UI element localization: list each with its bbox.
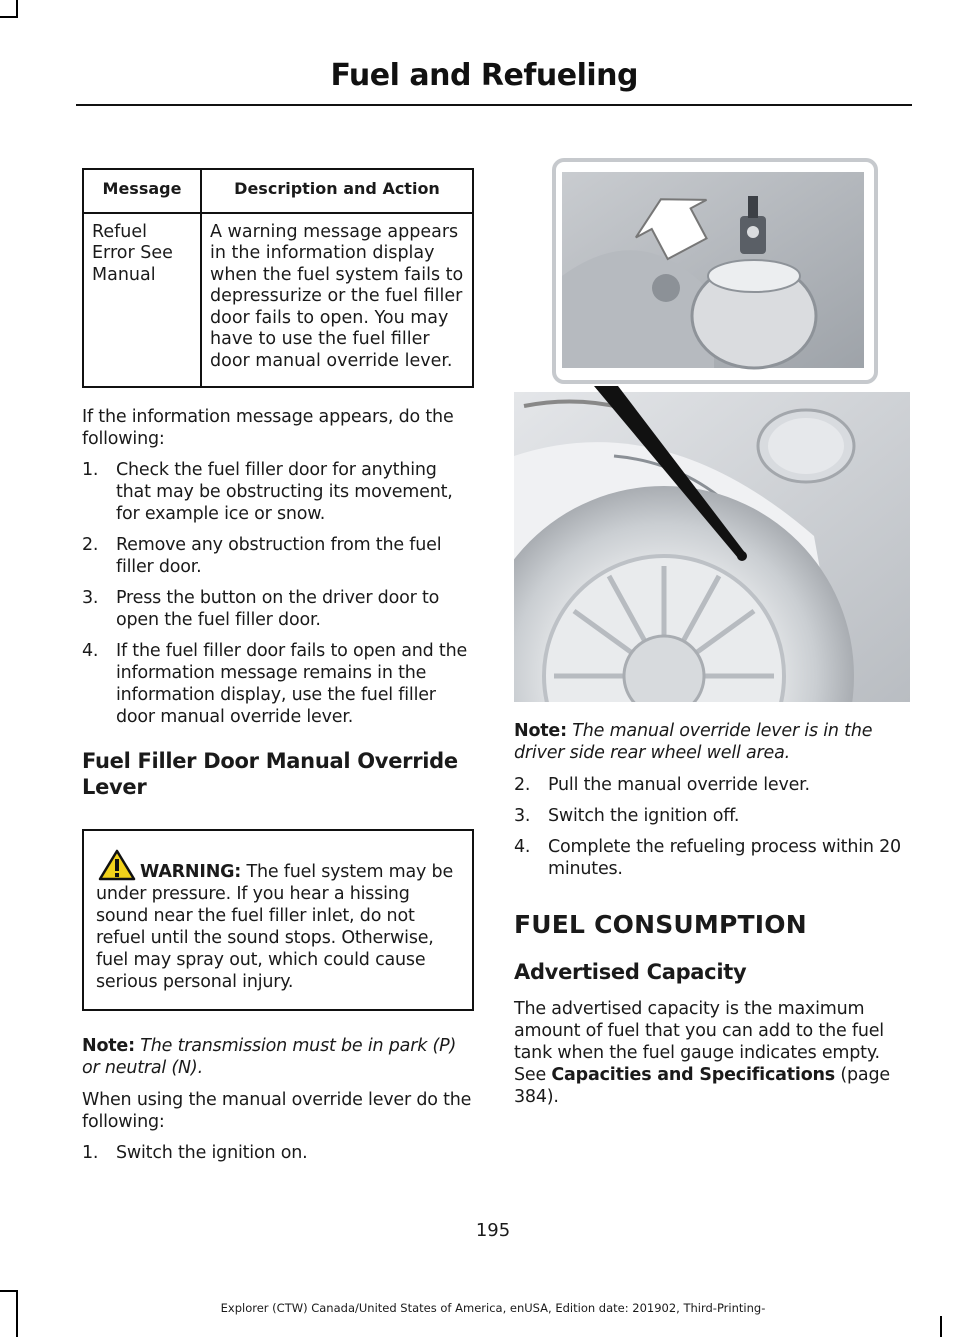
note-label: Note: — [514, 721, 567, 741]
step-number: 3. — [82, 588, 99, 608]
section-heading: Advertised Capacity — [514, 960, 747, 984]
table-cell: Refuel Error See Manual — [83, 213, 201, 388]
page-reference: (page 384). — [514, 1065, 890, 1107]
intro-paragraph: If the information message appears, do the following: — [82, 407, 454, 449]
crop-mark — [0, 16, 18, 18]
warning-paragraph — [96, 849, 460, 993]
step-text: Check the fuel filler door for anything that may be obstructing its movement, for example ice or snow. — [116, 460, 453, 524]
step-text: Switch the ignition on. — [116, 1143, 308, 1163]
note-paragraph — [514, 720, 910, 764]
note-label: Note: — [82, 1036, 135, 1056]
table-row — [83, 213, 473, 388]
list-item — [514, 805, 910, 827]
step-text: If the fuel filler door fails to open and the information message remains in the information display, use the fuel filler door manual override lever. — [116, 641, 468, 727]
crop-mark — [940, 1316, 942, 1337]
note-paragraph — [82, 1035, 474, 1079]
list-item — [82, 534, 474, 578]
header-divider — [76, 104, 912, 106]
crop-mark — [0, 1290, 18, 1292]
table-header: Message — [83, 169, 201, 213]
table-header-row — [83, 169, 473, 213]
warning-text: The fuel system may be under pressure. If you hear a hissing sound near the fuel filler inlet, do not refuel until the sound stops. Otherwise, fuel may spray out, which could cause serious personal injury. — [96, 862, 454, 992]
left-column — [82, 168, 474, 1173]
warning-label: WARNING: — [140, 862, 242, 882]
step-text: Remove any obstruction from the fuel filler door. — [116, 535, 442, 577]
list-item — [514, 836, 910, 880]
list-item — [82, 640, 474, 728]
steps-list — [82, 1142, 474, 1164]
step-number: 1. — [82, 460, 99, 480]
section-heading: Fuel Filler Door Manual Override Lever — [82, 749, 458, 799]
step-number: 2. — [514, 775, 531, 795]
capacity-text: The advertised capacity is the maximum amount of fuel that you can add to the fuel tank when the fuel gauge indicates empty. See — [514, 999, 884, 1085]
list-item — [82, 587, 474, 631]
footer-edition-info: Explorer (CTW) Canada/United States of America, enUSA, Edition date: 201902, Third-Printing- — [220, 1301, 766, 1315]
step-text: Press the button on the driver door to open the fuel filler door. — [116, 588, 440, 630]
warning-box — [82, 829, 474, 1011]
list-item — [82, 459, 474, 525]
table-cell: A warning message appears in the information display when the fuel system fails to depressurize or the fuel filler door fails to open. You may have to use the fuel filler door manual override lever. — [201, 213, 473, 388]
section-title: FUEL CONSUMPTION — [514, 910, 807, 939]
steps-list — [514, 774, 910, 880]
warning-triangle-icon — [98, 849, 136, 881]
list-item — [514, 774, 910, 796]
note-text: The transmission must be in park (P) or neutral (N). — [82, 1036, 457, 1078]
cross-reference-link[interactable]: Capacities and Specifications — [551, 1065, 836, 1085]
steps-list — [82, 459, 474, 728]
step-number: 4. — [82, 641, 99, 661]
note-text: The manual override lever is in the driver side rear wheel well area. — [514, 721, 873, 763]
capacity-paragraph — [514, 998, 910, 1108]
step-text: Complete the refueling process within 20 minutes. — [548, 837, 901, 879]
step-number: 1. — [82, 1143, 99, 1163]
right-column — [514, 720, 910, 1108]
step-text: Pull the manual override lever. — [548, 775, 810, 795]
instruction-paragraph: When using the manual override lever do the following: — [82, 1090, 472, 1132]
page-title: Fuel and Refueling — [330, 58, 638, 93]
page-number: 195 — [475, 1220, 511, 1241]
message-table — [82, 168, 474, 388]
step-text: Switch the ignition off. — [548, 806, 740, 826]
list-item — [82, 1142, 474, 1164]
step-number: 3. — [514, 806, 531, 826]
fuel-door-override-lever-illustration — [514, 156, 910, 702]
step-number: 2. — [82, 535, 99, 555]
table-header: Description and Action — [201, 169, 473, 213]
step-number: 4. — [514, 837, 531, 857]
